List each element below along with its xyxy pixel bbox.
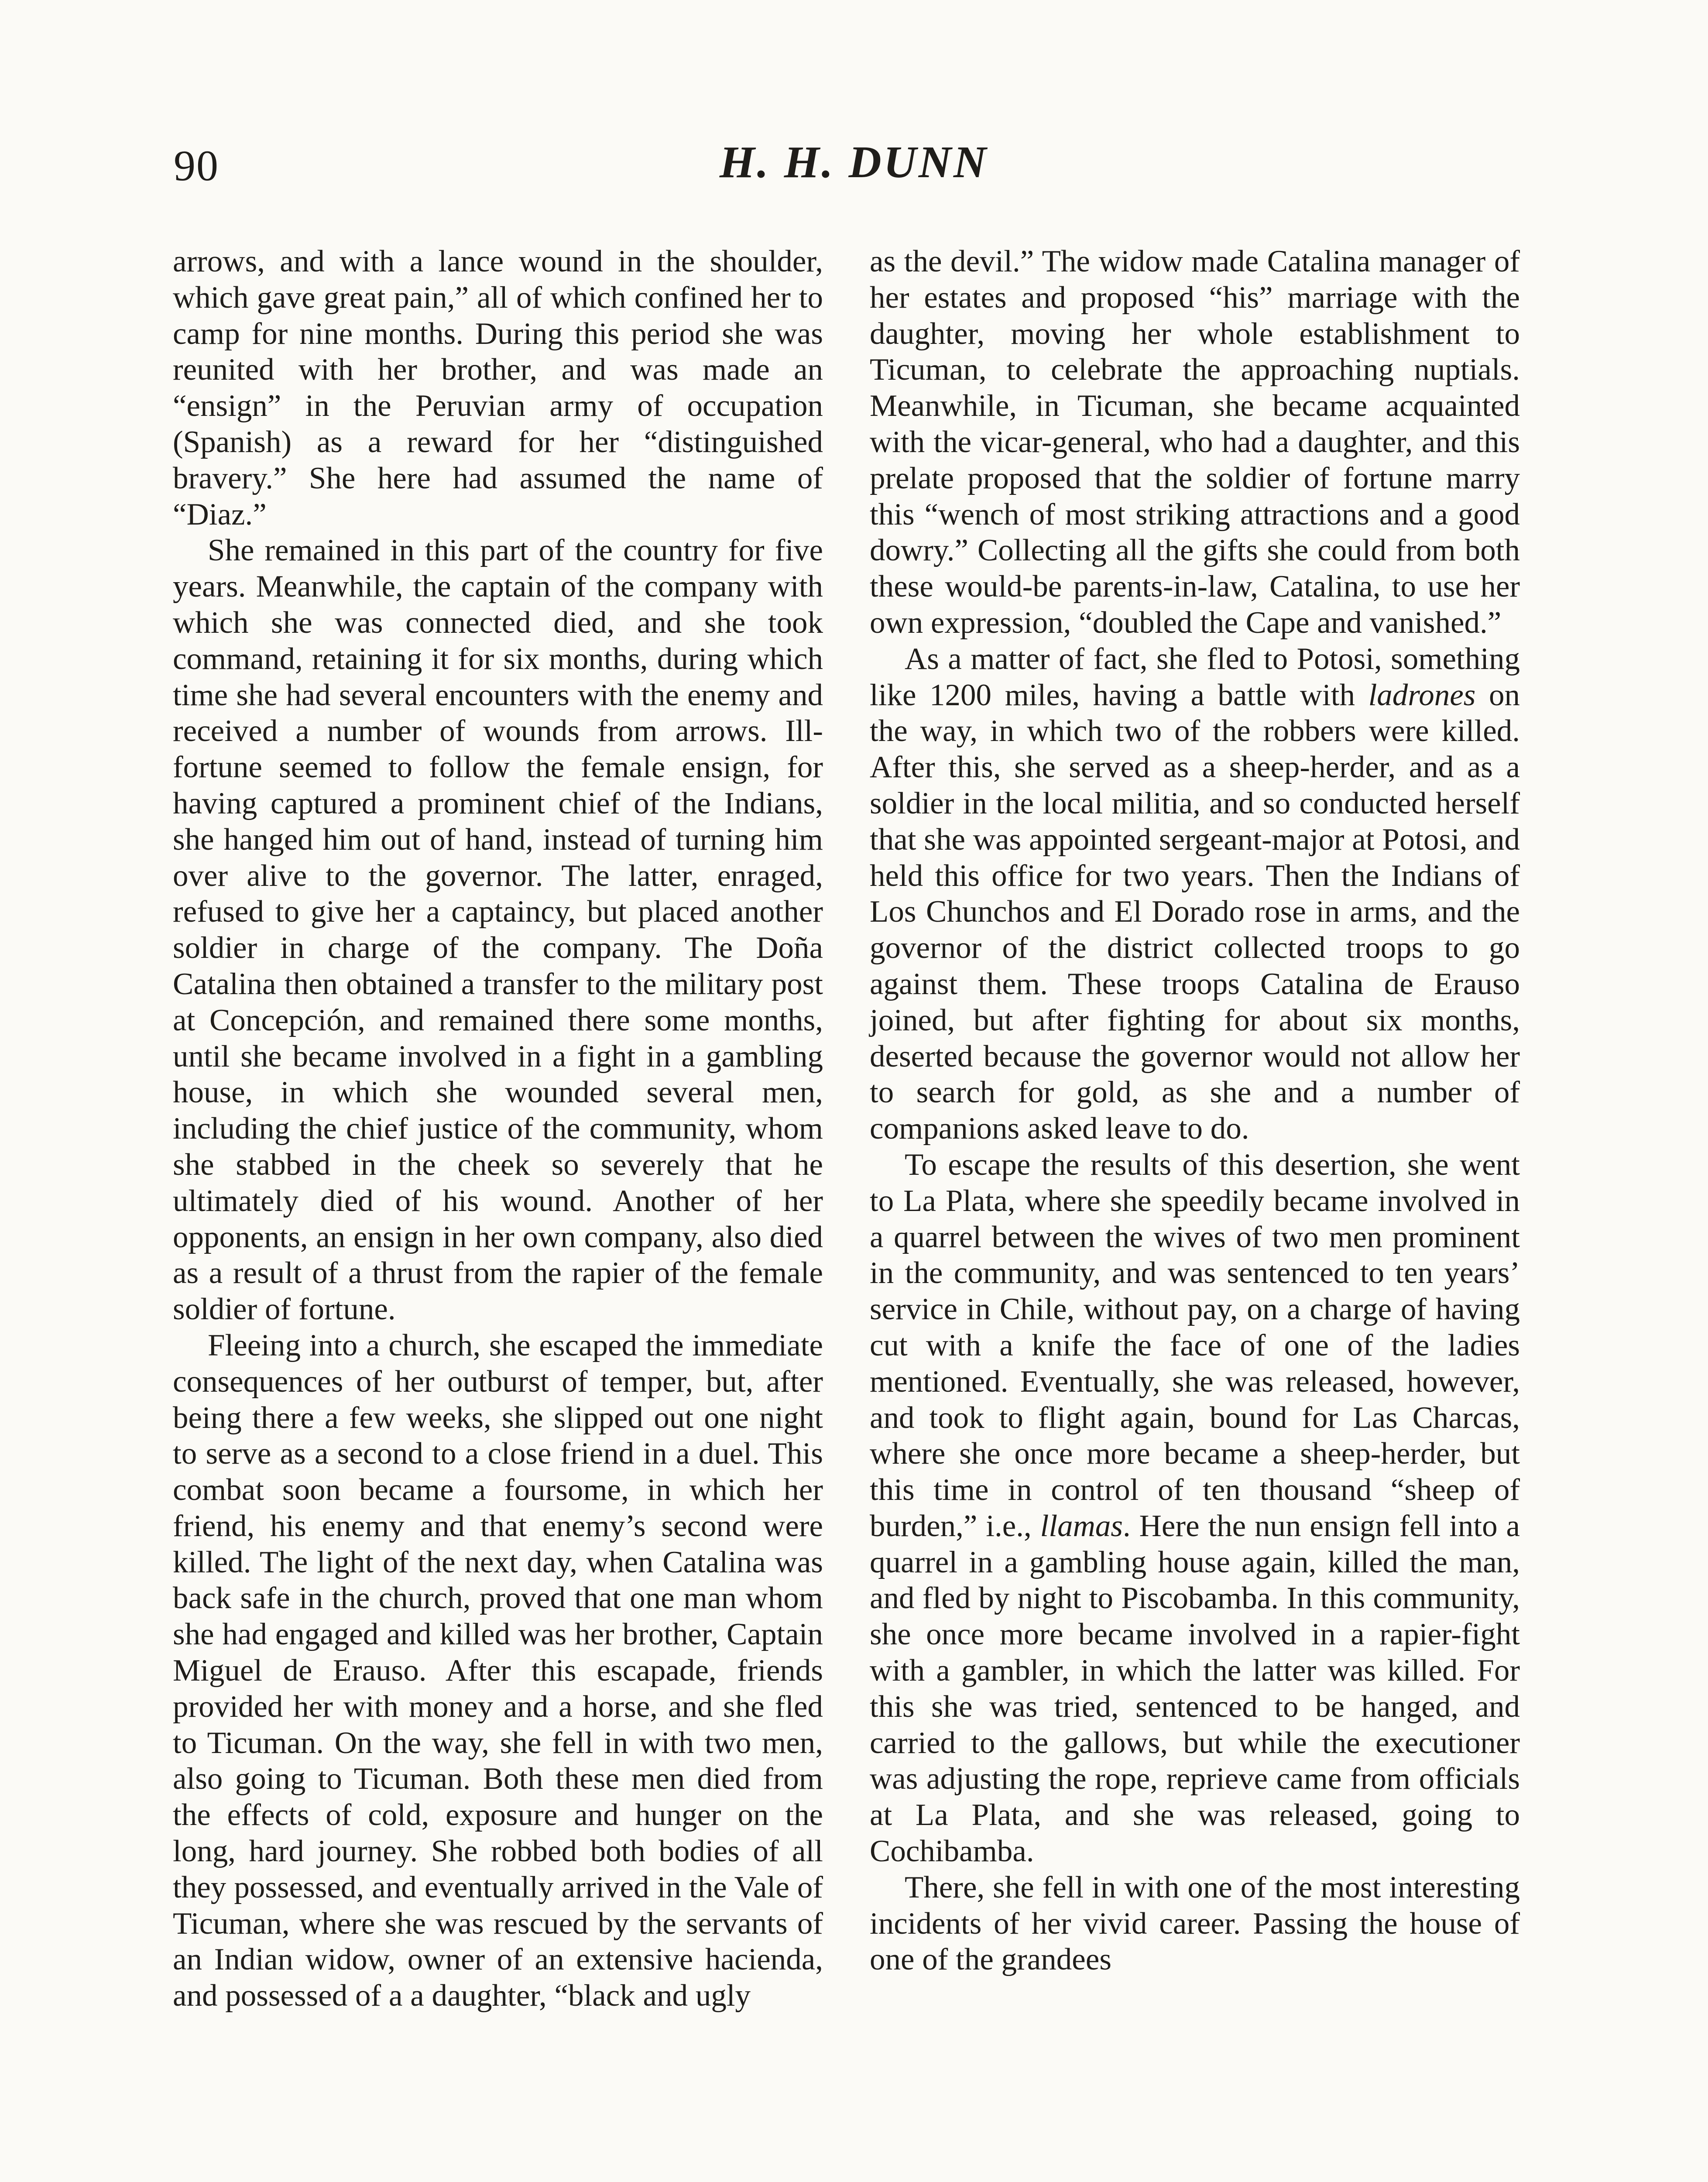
left-column (173, 244, 823, 2014)
text-run: As a matter of fact, she fled to Potosi, something like 1200 miles, having a battle with (870, 642, 1520, 712)
text-run: She remained in this part of the country for five years. Meanwhile, the captain of the company with which she was connected died, and she took command, retaining it for six months, during which time she had several encounters with the enemy and received a number of wounds from arrows. Ill-fortune seemed to follow the female ensign, for having captured a prominent chief of the Indians, she hanged him out of hand, instead of turning him over alive to the governor. The latter, enraged, refused to give her a captaincy, but placed another soldier in charge of the company. The Doña Catalina then obtained a transfer to the military post at Concepción, and remained there some months, until she became involved in a fight in a gambling house, in which she wounded several men, including the chief justice of the community, whom she stabbed in the cheek so severely that he ultimately died of his wound. Another of her opponents, an ensign in her own company, also died as a result of a thrust from the rapier of the female soldier of fortune. (173, 533, 823, 1327)
running-head: H. H. DUNN (719, 137, 989, 187)
text-run: arrows, and with a lance wound in the shoulder, which gave great pain,” all of which confined her to camp for nine months. During this period she was reunited with her brother, and was made an “ensign” in the Peruvian army of occupation (Spanish) as a reward for her “distinguished bravery.” She here had assumed the name of “Diaz.” (173, 244, 823, 532)
text-run: Fleeing into a church, she escaped the immediate consequences of her outburst of temper, but, after being there a few weeks, she slipped out one night to serve as a second to a close friend in a duel. This combat soon became a foursome, in which her friend, his enemy and that enemy’s second were killed. The light of the next day, when Catalina was back safe in the church, proved that one man whom she had engaged and killed was her brother, Captain Miguel de Erauso. After this escapade, friends provided her with money and a horse, and she fled to Ticuman. On the way, she fell in with two men, also going to Ticuman. Both these men died from the effects of cold, exposure and hunger on the long, hard journey. She robbed both bodies of all they possessed, and eventually arrived in the Vale of Ticuman, where she was rescued by the servants of an Indian widow, owner of an extensive hacienda, and possessed of a a daughter, “black and ugly (173, 1328, 823, 2013)
text-run: as the devil.” The widow made Catalina manager of her estates and proposed “his” marriage with the daughter, moving her whole establishment to Ticuman, to celebrate the approaching nuptials. Meanwhile, in Ticuman, she became acquainted with the vicar-general, who had a daughter, and this prelate proposed that the soldier of fortune marry this “wench of most striking attractions and a good dowry.” Collecting all the gifts she could from both these would-be parents-in-law, Catalina, to use her own expression, “doubled the Cape and vanished.” (870, 244, 1520, 640)
paragraph (870, 244, 1520, 641)
paragraph (870, 1870, 1520, 1978)
italic-term: llamas (1040, 1509, 1123, 1543)
paragraph (870, 1147, 1520, 1870)
paragraph (870, 641, 1520, 1147)
right-column (870, 244, 1520, 1978)
text-run: . Here the nun ensign fell into a quarrel in a gambling house again, killed the man, and fled by night to Piscobamba. In this community, she once more became involved in a rapier-fight with a gambler, in which the latter was killed. For this she was tried, sentenced to be hanged, and carried to the gallows, but while the executioner was adjusting the rope, reprieve came from officials at La Plata, and she was released, going to Cochibamba. (870, 1509, 1520, 1869)
page-number: 90 (174, 141, 219, 190)
text-run: There, she fell in with one of the most interesting incidents of her vivid career. Passing the house of one of the grandees (870, 1870, 1520, 1977)
text-run: on the way, in which two of the robbers were killed. After this, she served as a sheep-herder, and as a soldier in the local militia, and so conducted herself that she was appointed sergeant-major at Potosi, and held this office for two years. Then the Indians of Los Chunchos and El Dorado rose in arms, and the governor of the district collected troops to go against them. These troops Catalina de Erauso joined, but after fighting for about six months, deserted because the governor would not allow her to search for gold, as she and a number of companions asked leave to do. (870, 678, 1520, 1146)
italic-term: ladrones (1368, 678, 1476, 712)
text-run: To escape the results of this desertion, she went to La Plata, where she speedily became involved in a quarrel between the wives of two men prominent in the community, and was sentenced to ten years’ service in Chile, without pay, on a charge of having cut with a knife the face of one of the ladies mentioned. Eventually, she was released, however, and took to flight again, bound for Las Charcas, where she once more became a sheep-herder, but this time in control of ten thousand “sheep of burden,” i.e., (870, 1147, 1520, 1543)
paragraph (173, 244, 823, 532)
paragraph (173, 1328, 823, 2014)
paragraph (173, 532, 823, 1328)
